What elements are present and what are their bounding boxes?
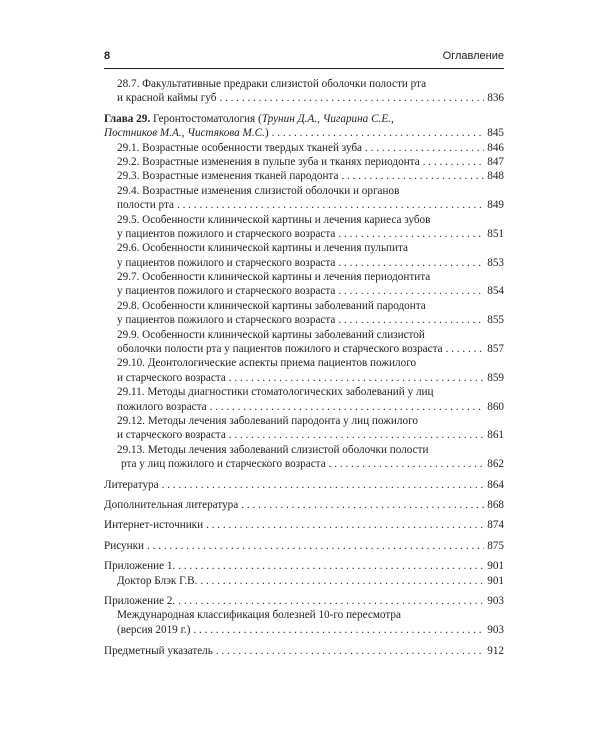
page-ref: 860 <box>487 400 504 413</box>
page-ref: 864 <box>487 478 504 491</box>
page-ref: 903 <box>487 594 504 607</box>
table-of-contents <box>104 77 504 658</box>
page-ref: 853 <box>487 256 504 269</box>
page-ref: 859 <box>487 371 504 384</box>
page-ref: 875 <box>487 539 504 552</box>
page-ref: 862 <box>487 458 504 471</box>
toc-entry-29-10[interactable]: 29.10. Деонтологические аспекты приема пациентов пожилого и старческого возраста . . . 859 <box>104 356 504 385</box>
page-ref: 849 <box>487 199 504 212</box>
toc-entry-29-2[interactable]: 29.2. Возрастные изменения в пульпе зуба и тканях периодонта . . . 847 <box>104 155 504 169</box>
page-ref: 868 <box>487 498 504 511</box>
header-rule <box>104 68 504 69</box>
page-header <box>104 50 504 66</box>
toc-entry-29-4[interactable]: 29.4. Возрастные изменения слизистой оболочки и органов полости рта . . . 849 <box>104 184 504 213</box>
toc-additional-literature[interactable]: Дополнительная литература . . . 868 <box>104 498 504 512</box>
toc-chapter-29[interactable]: Глава 29. Геронтостоматология ( Трунин Д.А., Чигарина С.Е., Постников М.А., Чистякова М.С. ) . . . 845 <box>104 112 504 141</box>
page-ref: 912 <box>487 645 504 658</box>
toc-entry-29-13[interactable]: 29.13. Методы лечения заболеваний слизистой оболочки полости рта у лиц пожилого и старческого возраста . . . 862 <box>104 443 504 472</box>
toc-appendix-2-item[interactable]: Международная классификация болезней 10-го пересмотра (версия 2019 г.) . . . 903 <box>104 608 504 637</box>
page-number: 8 <box>104 50 111 62</box>
page-ref: 901 <box>487 560 504 573</box>
page-ref: 847 <box>487 155 504 168</box>
page-ref: 857 <box>487 343 504 356</box>
page-ref: 836 <box>487 92 504 105</box>
toc-appendix-2[interactable]: Приложение 2. . . . 903 <box>104 594 504 608</box>
toc-literature[interactable]: Литература . . . 864 <box>104 478 504 492</box>
page-ref: 845 <box>487 127 504 140</box>
toc-subject-index[interactable]: Предметный указатель . . . 912 <box>104 644 504 658</box>
toc-internet-sources[interactable]: Интернет-источники . . . 874 <box>104 518 504 532</box>
page-ref: 851 <box>487 227 504 240</box>
toc-entry-29-1[interactable]: 29.1. Возрастные особенности твердых тканей зуба . . . 846 <box>104 141 504 155</box>
toc-entry-29-7[interactable]: 29.7. Особенности клинической картины и лечения периодонтита у пациентов пожилого и старческого возраста . . . 854 <box>104 270 504 299</box>
toc-appendix-1[interactable]: Приложение 1. . . . 901 <box>104 559 504 573</box>
toc-entry-28-7[interactable]: 28.7. Факультативные предраки слизистой оболочки полости рта и красной каймы губ . . . 836 <box>104 77 504 106</box>
running-title: Оглавление <box>442 50 504 62</box>
toc-entry-29-3[interactable]: 29.3. Возрастные изменения тканей пародонта . . . 848 <box>104 169 504 183</box>
page-ref: 854 <box>487 285 504 298</box>
toc-entry-29-9[interactable]: 29.9. Особенности клинической картины заболеваний слизистой оболочки полости рта у пациентов пожилого и старческого возраста . . . 857 <box>104 328 504 357</box>
toc-entry-29-12[interactable]: 29.12. Методы лечения заболеваний пародонта у лиц пожилого и старческого возраста . . . 861 <box>104 414 504 443</box>
toc-entry-29-11[interactable]: 29.11. Методы диагностики стоматологических заболеваний у лиц пожилого возраста . . . 860 <box>104 385 504 414</box>
toc-entry-29-6[interactable]: 29.6. Особенности клинической картины и лечения пульпита у пациентов пожилого и старческого возраста . . . 853 <box>104 241 504 270</box>
page-ref: 874 <box>487 519 504 532</box>
toc-entry-29-8[interactable]: 29.8. Особенности клинической картины заболеваний пародонта у пациентов пожилого и старческого возраста . . . 855 <box>104 299 504 328</box>
page-ref: 903 <box>487 623 504 636</box>
toc-appendix-1-item[interactable]: Доктор Блэк Г.В. . . . 901 <box>104 574 504 588</box>
toc-entry-29-5[interactable]: 29.5. Особенности клинической картины и лечения кариеса зубов у пациентов пожилого и старческого возраста . . . 851 <box>104 213 504 242</box>
page-ref: 861 <box>487 429 504 442</box>
page-ref: 848 <box>487 170 504 183</box>
page-ref: 855 <box>487 314 504 327</box>
page-ref: 901 <box>487 574 504 587</box>
toc-figures[interactable]: Рисунки . . . 875 <box>104 539 504 553</box>
chapter-label: Глава 29. <box>104 112 151 125</box>
page-ref: 846 <box>487 141 504 154</box>
